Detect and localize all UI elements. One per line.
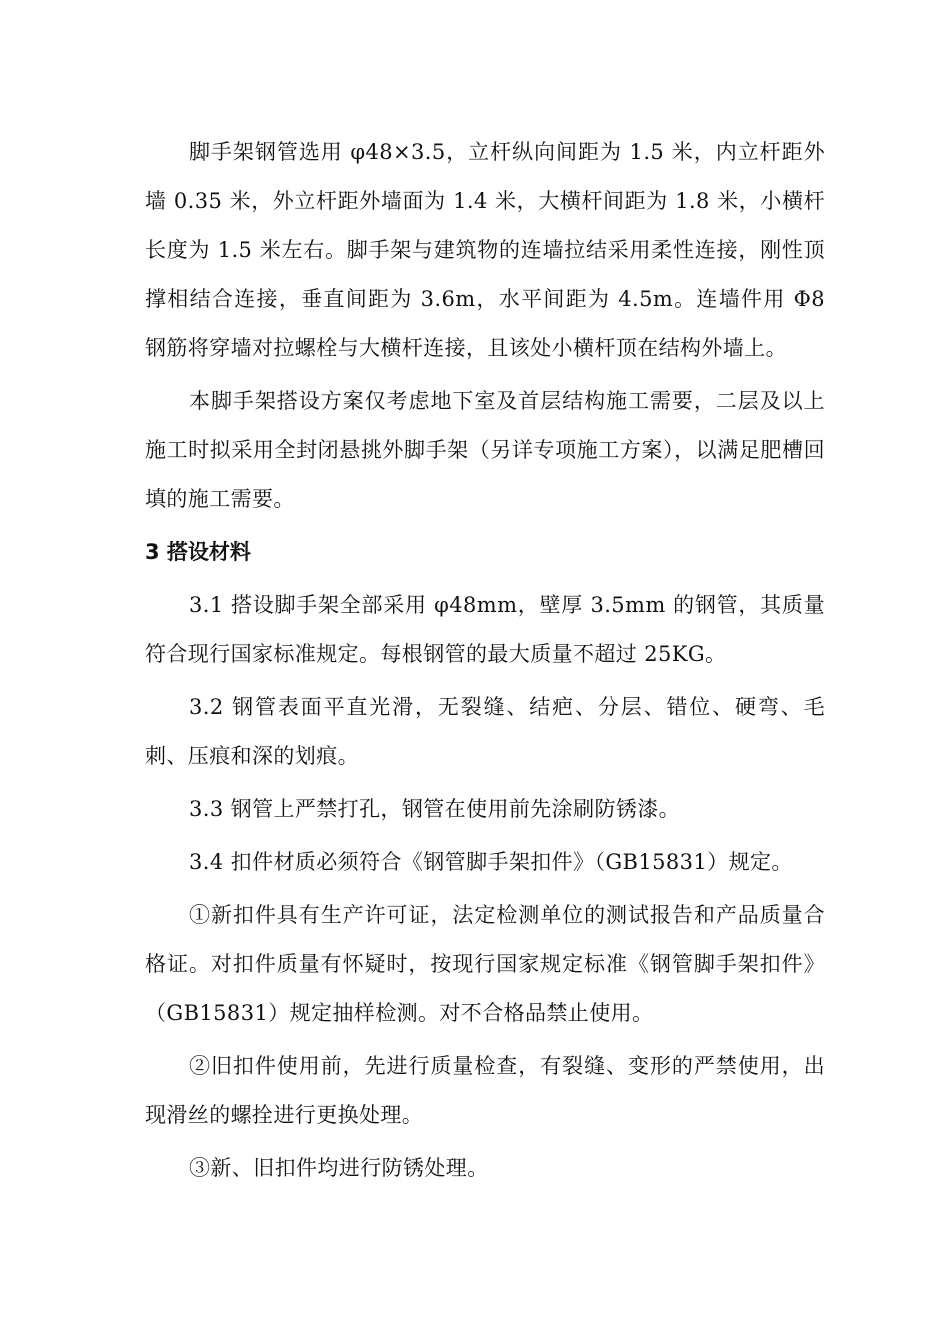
paragraph-3-2: 3.2 钢管表面平直光滑，无裂缝、结疤、分层、错位、硬弯、毛刺、压痕和深的划痕。 [145,695,825,768]
paragraph-item-2: ②旧扣件使用前，先进行质量检查，有裂缝、变形的严禁使用，出现滑丝的螺拴进行更换处理。 [145,1054,825,1127]
paragraph-item-1: ①新扣件具有生产许可证，法定检测单位的测试报告和产品质量合格证。对扣件质量有怀疑时，按现行国家规定标准《钢管脚手架扣件》（GB15831）规定抽样检测。对不合格品禁止使用。 [145,903,825,1025]
paragraph-3-1: 3.1 搭设脚手架全部采用 φ48mm，壁厚 3.5mm 的钢管，其质量符合现行国家标准规定。每根钢管的最大质量不超过 25KG。 [145,593,825,666]
paragraph-3-4: 3.4 扣件材质必须符合《钢管脚手架扣件》（GB15831）规定。 [189,850,793,874]
paragraph-3-3: 3.3 钢管上严禁打孔，钢管在使用前先涂刷防锈漆。 [189,797,681,821]
section-heading-materials: 3 搭设材料 [145,540,251,564]
paragraph-scope: 本脚手架搭设方案仅考虑地下室及首层结构施工需要，二层及以上施工时拟采用全封闭悬挑外脚手架（另详专项施工方案），以满足肥槽回填的施工需要。 [145,389,825,511]
document-page [145,128,825,1193]
paragraph-item-3: ③新、旧扣件均进行防锈处理。 [189,1156,489,1180]
paragraph-scaffold-spec: 脚手架钢管选用 φ48×3.5，立杆纵向间距为 1.5 米，内立杆距外墙 0.35 米，外立杆距外墙面为 1.4 米，大横杆间距为 1.8 米，小横杆长度为 1.5 米左右。脚手架与建筑物的连墙拉结采用柔性连接，刚性顶撑相结合连接，垂直间距为 3.6m，水平间距为 4.5m。连墙件用 Φ8 钢筋将穿墙对拉螺栓与大横杆连接，且该处小横杆顶在结构外墙上。 [145,140,825,360]
